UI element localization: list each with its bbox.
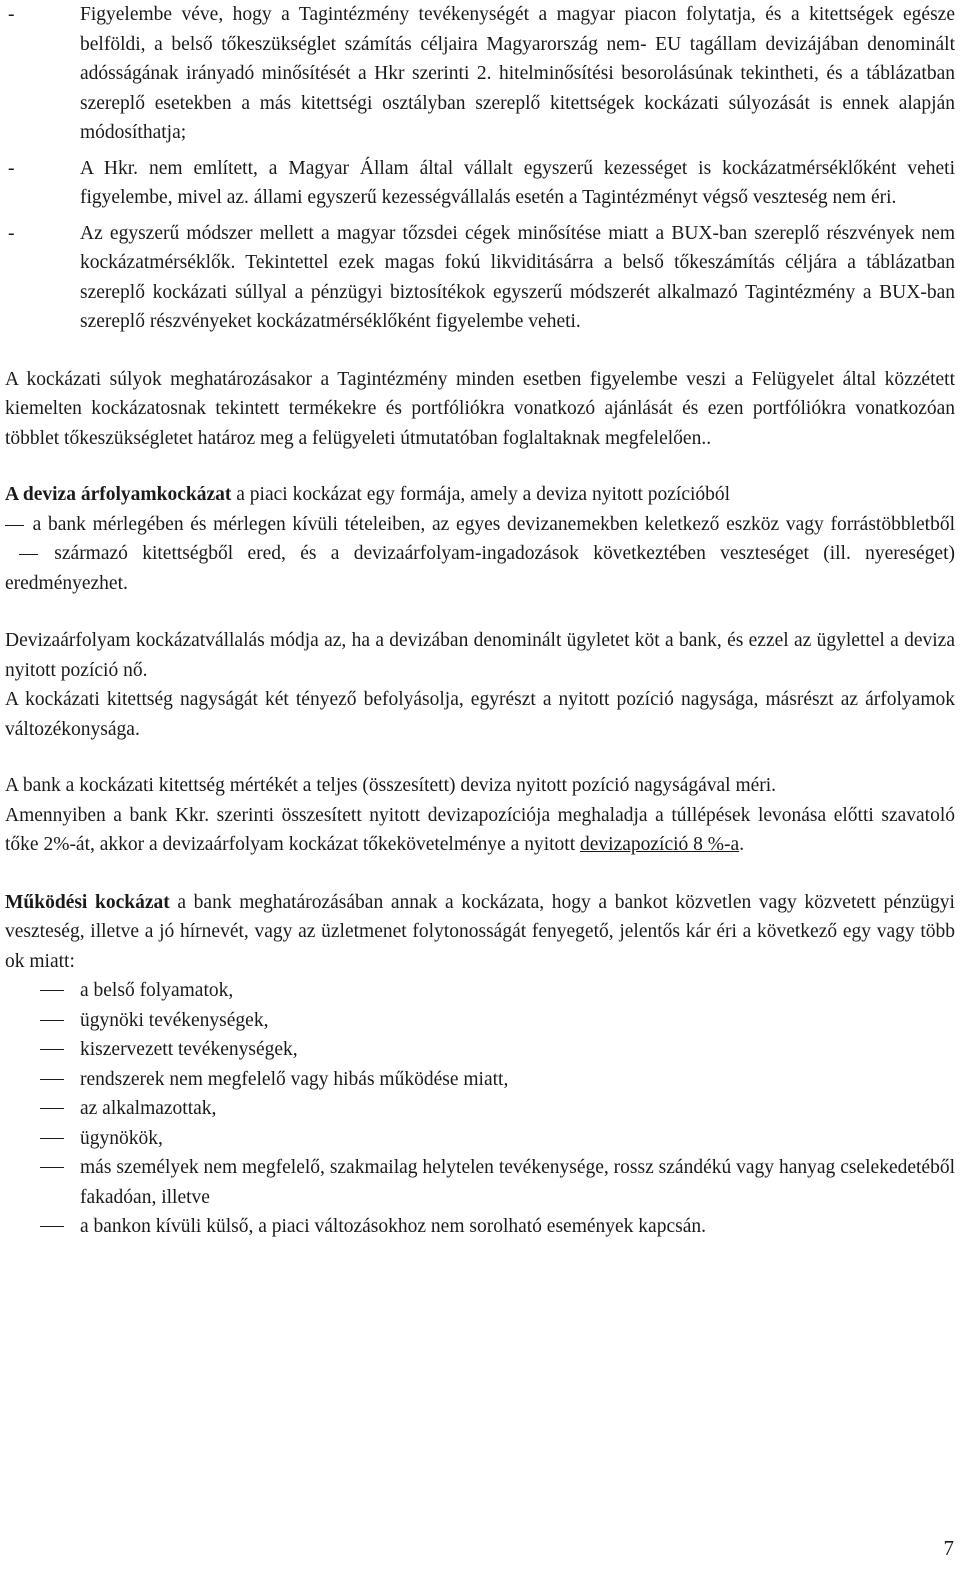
bullet-list-hkr [5,0,955,337]
list-item-text: ügynöki tevékenységek, [80,1009,269,1031]
list-item-text: a bankon kívüli külső, a piaci változásokhoz nem sorolható események kapcsán. [80,1216,706,1237]
list-item-text: más személyek nem megfelelő, szakmailag helytelen tevékenysége, rossz szándékú vagy hanyag cselekedetéből fakadóan, illetve [80,1157,955,1208]
fx-risk-text-3: származó kitettségből ered, és a devizaárfolyam-ingadozások következtében veszteséget (ill. nyereséget) eredményezhet. [5,543,955,594]
list-item-text: rendszerek nem megfelelő vagy hibás működése miatt, [80,1068,509,1090]
fx-capital-end: . [739,834,745,855]
fx-risk-text-2: a bank mérlegében és mérlegen kívüli tételeiben, az egyes devizanemekben keletkező eszköz vagy forrástöbbletből [26,513,955,535]
list-item-text: kiszervezett tevékenységek, [80,1039,298,1060]
list-item [5,976,955,1006]
dash-marker: - [8,222,15,244]
dash-marker [40,1049,64,1050]
list-item-text: A Hkr. nem említett, a Magyar Állam által vállalt egyszerű kezességet is kockázatmérséklőként veheti figyelembe, mivel az. állami egyszerű kezességvállalás esetén a Tagintézményt végső veszteség nem éri. [80,157,955,208]
paragraph-risk-weights: A kockázati súlyok meghatározásakor a Tagintézmény minden esetben figyelembe veszi a Felügyelet által közzétett kiemelten kockázatosnak tekintett termékekre és portfóliókra vonatkozó ajánlását és ezen portfóliókra vonatkozóan többlet tőkeszükségletet határoz meg a felügyeleti útmutatóban foglaltaknak megfelelően.. [5,368,955,449]
fx-risk-term: A deviza árfolyamkockázat [5,484,232,505]
op-risk-term: Működési kockázat [5,891,170,913]
list-item [5,1124,955,1154]
fx-capital-underlined: devizapozíció 8 %-a [580,834,740,855]
paragraph-fx-risk [5,480,955,598]
document-page [5,0,955,1242]
list-item [5,0,955,148]
list-item-text: az alkalmazottak, [80,1098,217,1119]
operational-causes-list [5,976,955,1242]
dash-marker: - [8,4,15,25]
dash-marker [40,1108,64,1109]
dash-marker [40,1079,64,1080]
list-item [5,1006,955,1036]
em-dash [5,525,24,526]
dash-marker: - [8,157,15,179]
dash-marker [40,990,64,991]
list-item-text: Az egyszerű módszer mellett a magyar tőzsdei cégek minősítése miatt a BUX-ban szereplő részvények nem kockázatmérséklők. Tekintettel ezek magas fokú likviditásárra a belső tőkeszámítás céljára a táblázatban szereplő kockázati súllyal a pénzügyi biztosítékok egyszerű módszerét alkalmazó Tagintézmény a BUX-ban szereplő részvényeket kockázatmérséklőként figyelembe veheti. [80,222,955,332]
dash-marker [40,1167,64,1168]
em-dash [19,554,38,555]
dash-marker [40,1138,64,1139]
paragraph-operational-risk [5,888,955,977]
dash-marker [40,1020,64,1021]
list-item [5,1153,955,1212]
paragraph-fx-size: A kockázati kitettség nagyságát két tényező befolyásolja, egyrészt a nyitott pozíció nagysága, másrészt az árfolyamok változékonysága. [5,689,955,740]
list-item [5,1094,955,1124]
paragraph-fx-capital [5,801,955,860]
dash-marker [40,1226,64,1227]
list-item-text: Figyelembe véve, hogy a Tagintézmény tevékenységét a magyar piacon folytatja, és a kitettségek egésze belföldi, a belső tőkeszükséglet számítás céljaira Magyarország nem- EU tagállam devizájában denominált adósságának irányadó minősítését a Hkr szerinti 2. hitelminősítési besorolásúnak tekintheti, és a táblázatban szereplő esetekben a más kitettségi osztályban szereplő kitettségek kockázati súlyozását is ennek alapján módosíthatja; [80,4,955,143]
list-item-text: a belső folyamatok, [80,980,234,1001]
list-item [5,219,955,337]
list-item [5,1035,955,1065]
fx-capital-text: Amennyiben a bank Kkr. szerinti összesített nyitott devizapozíciója meghaladja a túllépések levonása előtti szavatoló tőke 2%-át, akkor a devizaárfolyam kockázat tőkekövetelménye a nyitott [5,804,955,855]
list-item [5,1212,955,1242]
paragraph-fx-taking: Devizaárfolyam kockázatvállalás módja az, ha a devizában denominált ügyletet köt a bank, és ezzel az ügylettel a deviza nyitott pozíció nő. [5,630,955,681]
list-item-text: ügynökök, [80,1127,163,1149]
paragraph-fx-measure: A bank a kockázati kitettség mértékét a teljes (összesített) deviza nyitott pozíció nagyságával méri. [5,775,777,796]
list-item [5,154,955,213]
fx-risk-text-1: a piaci kockázat egy formája, amely a deviza nyitott pozícióból [231,484,731,505]
list-item [5,1065,955,1095]
op-risk-text: a bank meghatározásában annak a kockázata, hogy a bankot közvetlen vagy közvetett pénzügyi veszteség, illetve a jó hírnevét, vagy az üzletmenet folytonosságát fenyegető, jelentős kár éri a következő egy vagy több ok miatt: [5,891,955,972]
page-number: 7 [943,1536,954,1560]
